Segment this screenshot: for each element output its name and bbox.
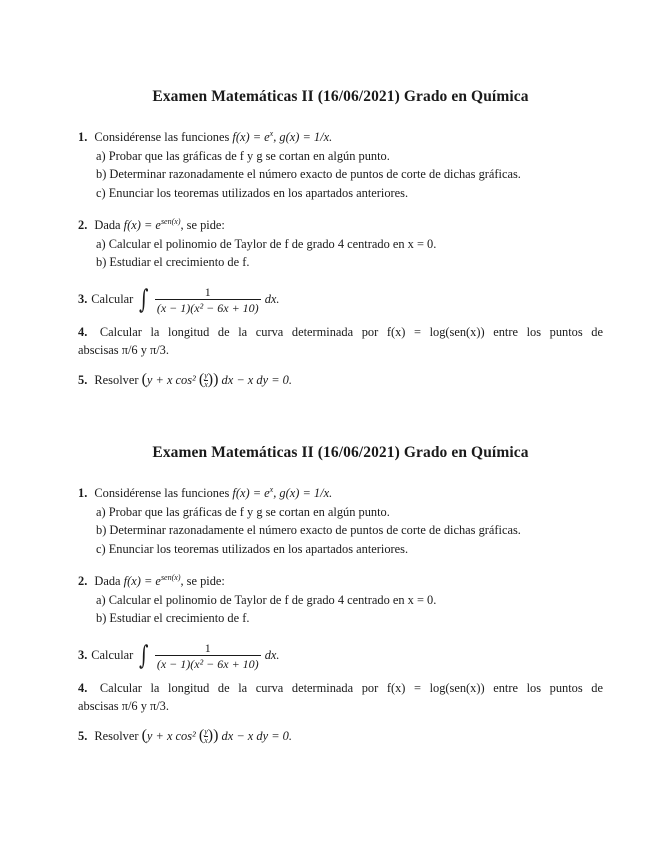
question-number: 1. (78, 486, 88, 500)
expression-part-b: dx − x dy = 0. (221, 372, 292, 387)
question-intro: Considérense las funciones (94, 130, 230, 144)
exam-title: Examen Matemáticas II (16/06/2021) Grado en Química (152, 444, 529, 461)
question-tail: , se pide: (180, 218, 225, 232)
fraction-denominator: (x − 1)(x² − 6x + 10) (156, 656, 259, 671)
question-3 (78, 283, 603, 317)
function-f-exponent: sen(x) (160, 217, 181, 226)
question-intro: Resolver (94, 372, 139, 387)
fraction-denominator: (x − 1)(x² − 6x + 10) (156, 300, 259, 315)
question-number: 4. (78, 680, 88, 695)
inner-fraction-denominator: x (204, 736, 208, 746)
part-b: b) Determinar razonadamente el número exacto de puntos de corte de dichas gráficas. (96, 523, 521, 537)
question-line-1: Calcular la longitud de la curva determinada por f(x) = log(sen(x)) entre los puntos de (99, 324, 603, 339)
question-3 (78, 639, 603, 673)
question-5 (78, 727, 603, 746)
differential: dx. (264, 648, 280, 663)
question-tail: , se pide: (180, 574, 225, 588)
question-number: 5. (78, 728, 88, 743)
question-5 (78, 371, 603, 390)
exam-title: Examen Matemáticas II (16/06/2021) Grado en Química (152, 88, 529, 105)
question-intro: Dada (94, 218, 121, 232)
part-c: c) Enunciar los teoremas utilizados en los apartados anteriores. (96, 185, 409, 200)
exam-sheet-1 (78, 88, 603, 400)
question-intro: Calcular (91, 292, 134, 307)
question-1 (78, 481, 603, 558)
expression-part-a: y + x cos² (146, 372, 196, 387)
question-intro: Resolver (94, 728, 139, 743)
function-f: f(x) = e (123, 218, 161, 232)
question-4 (78, 323, 603, 360)
integrand-fraction (155, 641, 261, 671)
function-f-exponent: x (269, 485, 274, 494)
integral-sign-icon: ∫ (139, 640, 149, 671)
inner-right-paren-icon: ) (207, 726, 214, 744)
fraction-numerator: 1 (204, 284, 211, 299)
left-paren-icon: ( (141, 726, 147, 744)
function-f: f(x) = e (123, 574, 161, 588)
right-paren-icon: ) (213, 370, 219, 388)
left-paren-icon: ( (141, 370, 147, 388)
part-b: b) Estudiar el crecimiento de f. (96, 255, 250, 269)
question-2 (78, 569, 603, 628)
part-a: a) Calcular el polinomio de Taylor de f de grado 4 centrado en x = 0. (96, 592, 437, 607)
integrand-fraction (155, 285, 261, 315)
question-intro: Considérense las funciones (94, 486, 230, 500)
question-line-2: abscisas π/6 y π/3. (78, 343, 169, 357)
differential: dx. (264, 292, 280, 307)
inner-left-paren-icon: ( (198, 370, 205, 388)
inner-left-paren-icon: ( (198, 726, 205, 744)
part-a: a) Probar que las gráficas de f y g se cortan en algún punto. (96, 148, 390, 163)
question-number: 3. (78, 648, 88, 663)
function-f: f(x) = e (232, 130, 270, 144)
inner-fraction-numerator: y (204, 371, 208, 381)
inner-right-paren-icon: ) (207, 370, 214, 388)
inner-fraction-numerator: y (204, 727, 208, 737)
question-number: 2. (78, 574, 88, 588)
part-a: a) Calcular el polinomio de Taylor de f de grado 4 centrado en x = 0. (96, 236, 437, 251)
question-number: 1. (78, 130, 88, 144)
question-4 (78, 679, 603, 716)
part-a: a) Probar que las gráficas de f y g se cortan en algún punto. (96, 504, 390, 519)
function-g: , g(x) = 1/x. (273, 130, 333, 144)
question-2 (78, 213, 603, 272)
function-g: , g(x) = 1/x. (273, 486, 333, 500)
question-number: 2. (78, 218, 88, 232)
question-number: 3. (78, 292, 88, 307)
inner-fraction-denominator: x (204, 380, 208, 390)
right-paren-icon: ) (213, 726, 219, 744)
question-line-2: abscisas π/6 y π/3. (78, 699, 169, 713)
function-f: f(x) = e (232, 486, 270, 500)
integral-sign-icon: ∫ (139, 284, 149, 315)
function-f-exponent: sen(x) (160, 573, 181, 582)
question-line-1: Calcular la longitud de la curva determinada por f(x) = log(sen(x)) entre los puntos de (99, 680, 603, 695)
question-number: 4. (78, 324, 88, 339)
fraction-numerator: 1 (204, 640, 211, 655)
question-intro: Calcular (91, 648, 134, 663)
function-f-exponent: x (269, 129, 274, 138)
question-1 (78, 125, 603, 202)
expression-part-a: y + x cos² (146, 728, 196, 743)
part-b: b) Determinar razonadamente el número exacto de puntos de corte de dichas gráficas. (96, 167, 521, 181)
expression-part-b: dx − x dy = 0. (221, 728, 292, 743)
question-intro: Dada (94, 574, 121, 588)
exam-sheet-2 (78, 444, 603, 756)
question-number: 5. (78, 372, 88, 387)
part-c: c) Enunciar los teoremas utilizados en los apartados anteriores. (96, 541, 409, 556)
part-b: b) Estudiar el crecimiento de f. (96, 611, 250, 625)
